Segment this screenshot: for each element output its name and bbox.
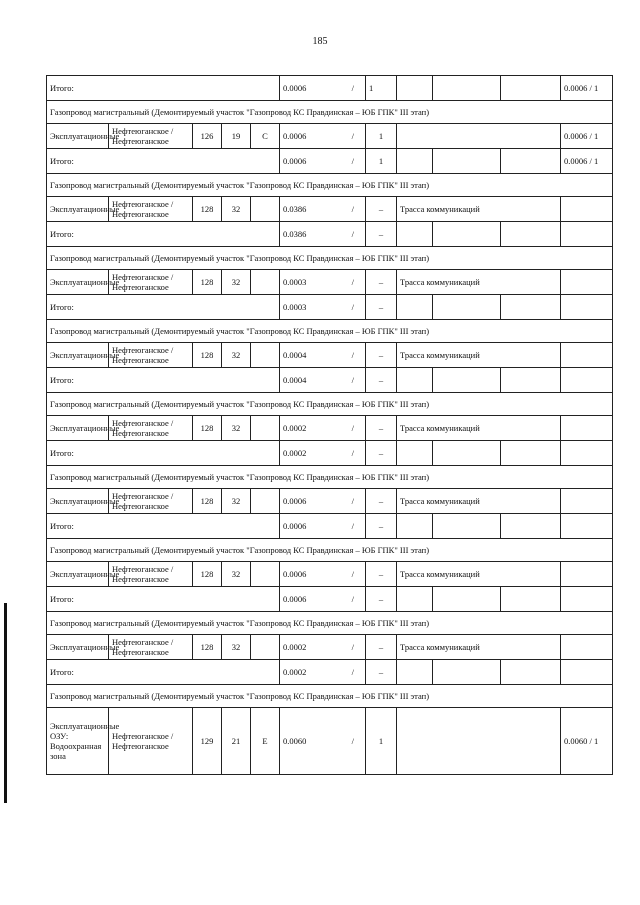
district-cell: Нефтеюганское / Нефтеюганское [109, 635, 193, 660]
district-cell: Нефтеюганское / Нефтеюганское [109, 489, 193, 514]
total-row [47, 222, 613, 247]
last-cell [561, 416, 613, 441]
quarter-cell: 128 [193, 635, 222, 660]
quarter-cell: 128 [193, 562, 222, 587]
total-label: Итого: [47, 514, 280, 539]
total-cell-empty [501, 222, 561, 247]
total-cell-empty [397, 587, 433, 612]
count-cell: 1 [366, 708, 397, 775]
total-row [47, 660, 613, 685]
area-cell: 0.0006 / [280, 562, 366, 587]
total-label: Итого: [47, 76, 280, 101]
last-cell: 0.0006 / 1 [561, 124, 613, 149]
section-title-row [47, 101, 613, 124]
note-cell [397, 708, 561, 775]
plot-cell: 32 [222, 343, 251, 368]
letter-cell [251, 562, 280, 587]
count-cell: – [366, 416, 397, 441]
total-count: 1 [366, 76, 397, 101]
section-title-row [47, 174, 613, 197]
total-cell-empty [433, 295, 501, 320]
quarter-cell: 128 [193, 270, 222, 295]
total-cell-empty [433, 587, 501, 612]
total-cell-empty [397, 149, 433, 174]
count-cell: – [366, 197, 397, 222]
section-title-row [47, 685, 613, 708]
quarter-cell: 129 [193, 708, 222, 775]
section-title: Газопровод магистральный (Демонтируемый участок "Газопровод КС Правдинская – ЮБ ГПК" III этап) [47, 685, 613, 708]
count-cell: – [366, 562, 397, 587]
letter-cell [251, 635, 280, 660]
total-last [561, 587, 613, 612]
note-cell: Трасса коммуникаций [397, 489, 561, 514]
table-row [47, 635, 613, 660]
total-cell-empty [501, 441, 561, 466]
total-area: 0.0002 / [280, 660, 366, 685]
table-body [47, 76, 613, 775]
letter-cell: Е [251, 708, 280, 775]
area-cell: 0.0002 / [280, 416, 366, 441]
total-cell-empty [501, 295, 561, 320]
table-row [47, 197, 613, 222]
table-row [47, 270, 613, 295]
total-label: Итого: [47, 587, 280, 612]
total-count: – [366, 514, 397, 539]
total-row [47, 149, 613, 174]
note-cell: Трасса коммуникаций [397, 562, 561, 587]
total-cell-empty [501, 368, 561, 393]
category-cell: Эксплуатационные [47, 343, 109, 368]
total-count: – [366, 295, 397, 320]
total-area: 0.0003 / [280, 295, 366, 320]
quarter-cell: 128 [193, 416, 222, 441]
last-cell [561, 635, 613, 660]
last-cell: 0.0060 / 1 [561, 708, 613, 775]
plot-cell: 32 [222, 197, 251, 222]
quarter-cell: 128 [193, 197, 222, 222]
section-title-row [47, 466, 613, 489]
table-row [47, 708, 613, 775]
section-title: Газопровод магистральный (Демонтируемый участок "Газопровод КС Правдинская – ЮБ ГПК" III этап) [47, 101, 613, 124]
letter-cell [251, 197, 280, 222]
district-cell: Нефтеюганское / Нефтеюганское [109, 562, 193, 587]
plot-cell: 32 [222, 270, 251, 295]
note-cell: Трасса коммуникаций [397, 270, 561, 295]
note-cell [397, 124, 561, 149]
note-cell: Трасса коммуникаций [397, 635, 561, 660]
count-cell: – [366, 343, 397, 368]
plot-cell: 21 [222, 708, 251, 775]
total-label: Итого: [47, 149, 280, 174]
total-area: 0.0386 / [280, 222, 366, 247]
category-cell: Эксплуатационные [47, 124, 109, 149]
district-cell: Нефтеюганское / Нефтеюганское [109, 124, 193, 149]
note-cell: Трасса коммуникаций [397, 343, 561, 368]
total-last [561, 295, 613, 320]
total-cell-empty [501, 76, 561, 101]
total-cell-empty [397, 441, 433, 466]
area-cell: 0.0060 / [280, 708, 366, 775]
area-cell: 0.0386 / [280, 197, 366, 222]
last-cell [561, 270, 613, 295]
total-cell-empty [433, 368, 501, 393]
district-cell: Нефтеюганское / Нефтеюганское [109, 416, 193, 441]
total-label: Итого: [47, 441, 280, 466]
total-row [47, 514, 613, 539]
section-title-row [47, 539, 613, 562]
total-cell-empty [397, 295, 433, 320]
total-cell-empty [501, 514, 561, 539]
total-last: 0.0006 / 1 [561, 149, 613, 174]
letter-cell [251, 489, 280, 514]
total-cell-empty [397, 660, 433, 685]
total-cell-empty [397, 514, 433, 539]
total-label: Итого: [47, 368, 280, 393]
total-row [47, 368, 613, 393]
quarter-cell: 128 [193, 343, 222, 368]
letter-cell [251, 343, 280, 368]
total-row [47, 295, 613, 320]
area-cell: 0.0003 / [280, 270, 366, 295]
last-cell [561, 489, 613, 514]
area-cell: 0.0006 / [280, 124, 366, 149]
count-cell: 1 [366, 124, 397, 149]
category-cell: Эксплуатационные [47, 270, 109, 295]
total-cell-empty [397, 368, 433, 393]
total-cell-empty [433, 660, 501, 685]
total-cell-empty [433, 76, 501, 101]
section-title-row [47, 393, 613, 416]
total-area: 0.0006 / [280, 149, 366, 174]
count-cell: – [366, 489, 397, 514]
total-count: – [366, 660, 397, 685]
total-area: 0.0002 / [280, 441, 366, 466]
total-area: 0.0006 / [280, 587, 366, 612]
margin-bar [4, 603, 7, 803]
count-cell: – [366, 270, 397, 295]
total-count: 1 [366, 149, 397, 174]
category-cell: Эксплуатационные [47, 197, 109, 222]
page-number: 185 [312, 36, 328, 47]
category-cell: Эксплуатационные [47, 562, 109, 587]
category-cell: Эксплуатационные ОЗУ: Водоохранная зона [47, 708, 109, 775]
area-cell: 0.0006 / [280, 489, 366, 514]
count-cell: – [366, 635, 397, 660]
district-cell: Нефтеюганское / Нефтеюганское [109, 197, 193, 222]
plot-cell: 32 [222, 635, 251, 660]
table-row [47, 343, 613, 368]
category-cell: Эксплуатационные [47, 416, 109, 441]
land-plots-table [46, 75, 613, 775]
table-row [47, 489, 613, 514]
total-last [561, 368, 613, 393]
note-cell: Трасса коммуникаций [397, 197, 561, 222]
quarter-cell: 126 [193, 124, 222, 149]
note-cell: Трасса коммуникаций [397, 416, 561, 441]
plot-cell: 32 [222, 562, 251, 587]
total-count: – [366, 587, 397, 612]
letter-cell [251, 270, 280, 295]
table-row [47, 124, 613, 149]
total-area: 0.0006 / [280, 76, 366, 101]
total-last [561, 222, 613, 247]
district-cell: Нефтеюганское / Нефтеюганское [109, 343, 193, 368]
total-area: 0.0006 / [280, 514, 366, 539]
section-title: Газопровод магистральный (Демонтируемый участок "Газопровод КС Правдинская – ЮБ ГПК" III этап) [47, 466, 613, 489]
area-cell: 0.0002 / [280, 635, 366, 660]
total-cell-empty [397, 76, 433, 101]
total-cell-empty [433, 514, 501, 539]
district-cell: Нефтеюганское / Нефтеюганское [109, 270, 193, 295]
section-title: Газопровод магистральный (Демонтируемый участок "Газопровод КС Правдинская – ЮБ ГПК" III этап) [47, 393, 613, 416]
section-title: Газопровод магистральный (Демонтируемый участок "Газопровод КС Правдинская – ЮБ ГПК" III этап) [47, 612, 613, 635]
quarter-cell: 128 [193, 489, 222, 514]
area-cell: 0.0004 / [280, 343, 366, 368]
section-title: Газопровод магистральный (Демонтируемый участок "Газопровод КС Правдинская – ЮБ ГПК" III этап) [47, 174, 613, 197]
letter-cell [251, 416, 280, 441]
plot-cell: 32 [222, 416, 251, 441]
total-area: 0.0004 / [280, 368, 366, 393]
section-title-row [47, 247, 613, 270]
total-label: Итого: [47, 295, 280, 320]
total-cell-empty [433, 149, 501, 174]
total-cell-empty [501, 660, 561, 685]
total-count: – [366, 368, 397, 393]
table-row [47, 416, 613, 441]
section-title: Газопровод магистральный (Демонтируемый участок "Газопровод КС Правдинская – ЮБ ГПК" III этап) [47, 320, 613, 343]
total-row [47, 587, 613, 612]
total-label: Итого: [47, 222, 280, 247]
category-cell: Эксплуатационные [47, 635, 109, 660]
total-row [47, 76, 613, 101]
total-count: – [366, 441, 397, 466]
letter-cell: С [251, 124, 280, 149]
last-cell [561, 343, 613, 368]
total-cell-empty [397, 222, 433, 247]
last-cell [561, 197, 613, 222]
section-title-row [47, 320, 613, 343]
total-label: Итого: [47, 660, 280, 685]
total-last [561, 441, 613, 466]
plot-cell: 19 [222, 124, 251, 149]
total-row [47, 441, 613, 466]
total-count: – [366, 222, 397, 247]
section-title: Газопровод магистральный (Демонтируемый участок "Газопровод КС Правдинская – ЮБ ГПК" III этап) [47, 539, 613, 562]
section-title: Газопровод магистральный (Демонтируемый участок "Газопровод КС Правдинская – ЮБ ГПК" III этап) [47, 247, 613, 270]
table-row [47, 562, 613, 587]
plot-cell: 32 [222, 489, 251, 514]
total-cell-empty [433, 222, 501, 247]
district-cell: Нефтеюганское / Нефтеюганское [109, 708, 193, 775]
total-cell-empty [501, 149, 561, 174]
total-cell-empty [501, 587, 561, 612]
total-last [561, 514, 613, 539]
last-cell [561, 562, 613, 587]
total-last [561, 660, 613, 685]
total-cell-empty [433, 441, 501, 466]
category-cell: Эксплуатационные [47, 489, 109, 514]
total-last: 0.0006 / 1 [561, 76, 613, 101]
section-title-row [47, 612, 613, 635]
